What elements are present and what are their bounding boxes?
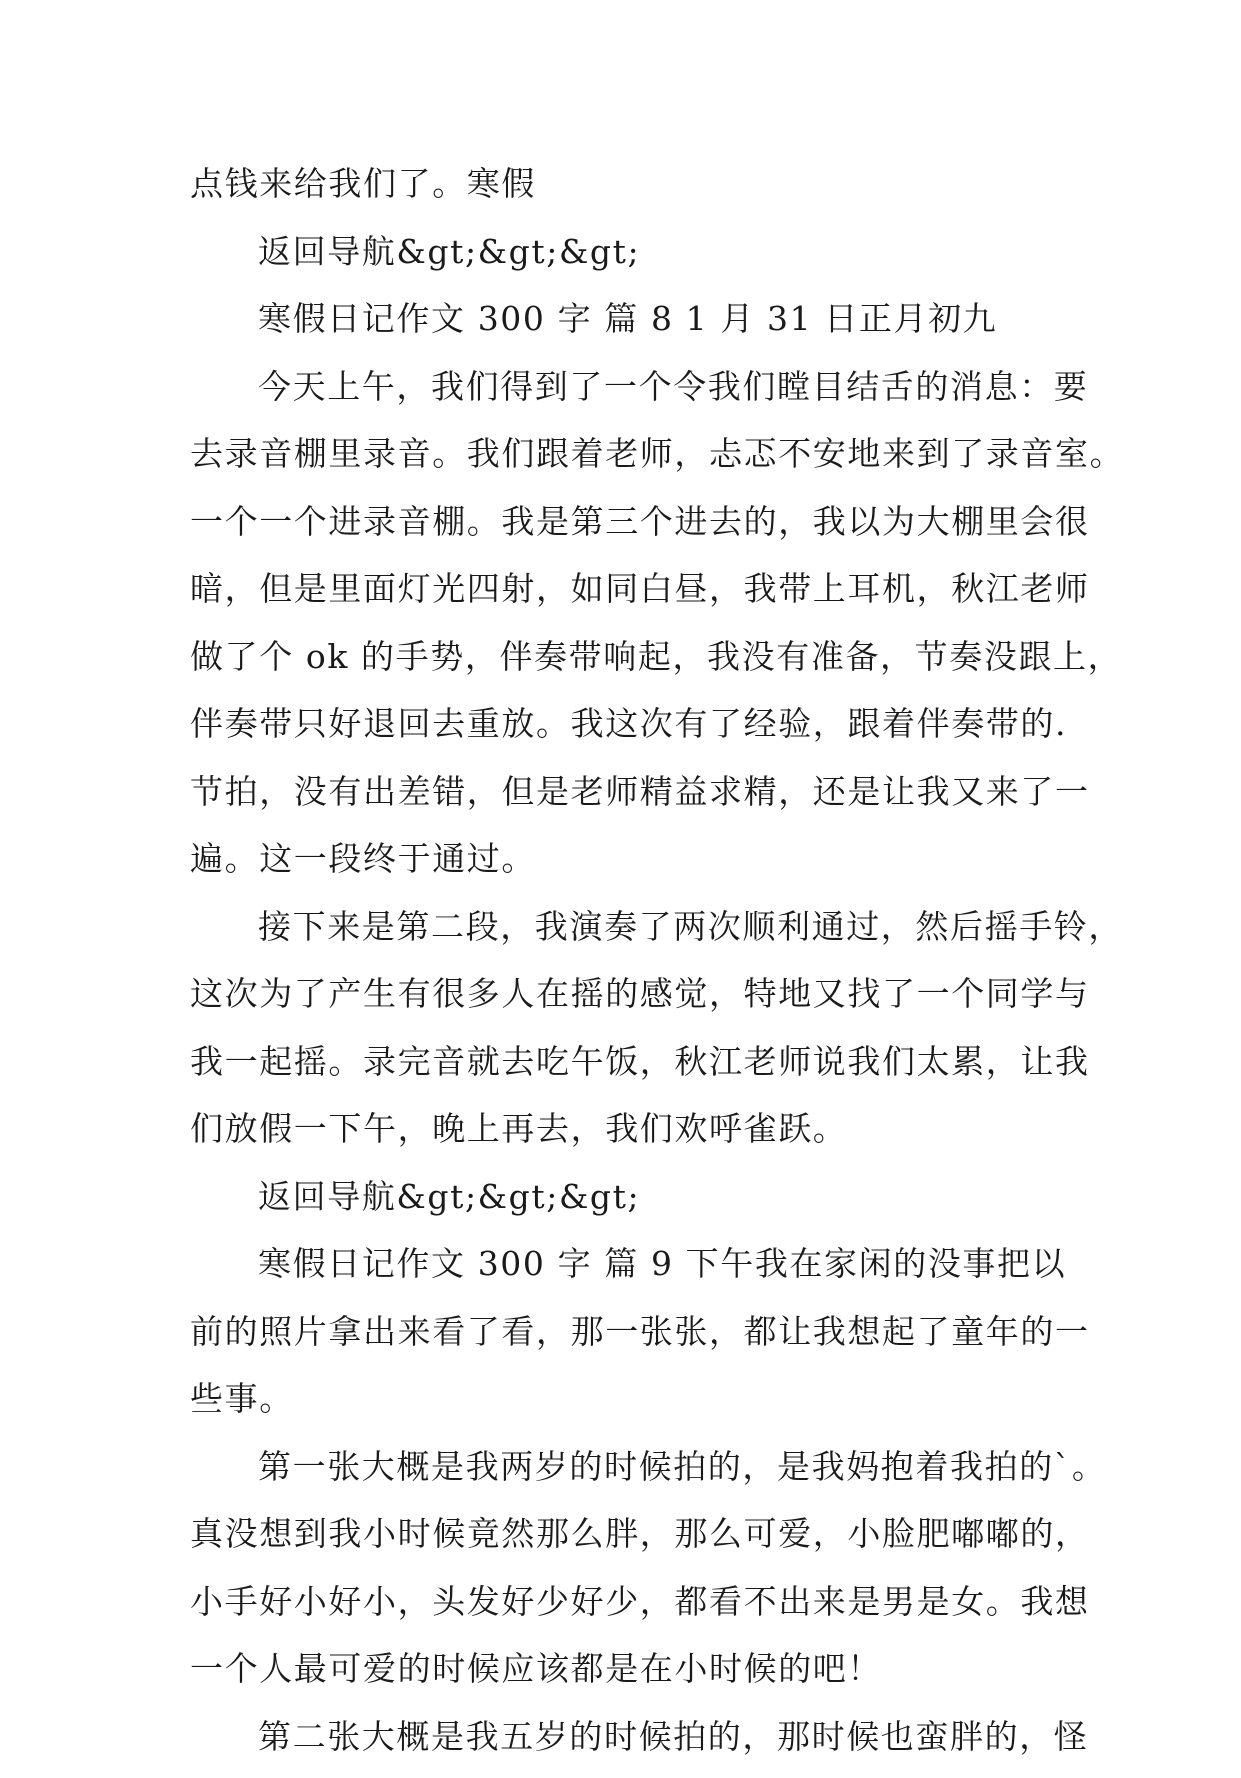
text-line: 第一张大概是我两岁的时候拍的，是我妈抱着我拍的`。	[190, 1441, 1070, 1509]
text-line: 我一起摇。录完音就去吃午饭，秋江老师说我们太累，让我	[190, 1036, 1070, 1104]
text-line: 返回导航&gt;&gt;&gt;	[190, 226, 1070, 294]
text-line: 今天上午，我们得到了一个令我们瞠目结舌的消息：要	[190, 361, 1070, 429]
text-line: 节拍，没有出差错，但是老师精益求精，还是让我又来了一	[190, 766, 1070, 834]
text-line: 一个人最可爱的时候应该都是在小时候的吧！	[190, 1643, 1070, 1711]
text-line: 返回导航&gt;&gt;&gt;	[190, 1171, 1070, 1239]
text-line: 们放假一下午，晚上再去，我们欢呼雀跃。	[190, 1103, 1070, 1171]
text-line: 真没想到我小时候竟然那么胖，那么可爱，小脸肥嘟嘟的，	[190, 1508, 1070, 1576]
text-line: 做了个 ok 的手势，伴奏带响起，我没有准备，节奏没跟上，	[190, 631, 1070, 699]
document-body	[190, 158, 1070, 1778]
text-line: 这次为了产生有很多人在摇的感觉，特地又找了一个同学与	[190, 968, 1070, 1036]
text-line: 寒假日记作文 300 字 篇 8 1 月 31 日正月初九	[190, 293, 1070, 361]
text-line: 伴奏带只好退回去重放。我这次有了经验，跟着伴奏带的.	[190, 698, 1070, 766]
text-line: 一个一个进录音棚。我是第三个进去的，我以为大棚里会很	[190, 496, 1070, 564]
text-line: 去录音棚里录音。我们跟着老师，忐忑不安地来到了录音室。	[190, 428, 1070, 496]
text-line: 点钱来给我们了。寒假	[190, 158, 1070, 226]
text-line: 第二张大概是我五岁的时候拍的，那时候也蛮胖的，怪	[190, 1711, 1070, 1778]
text-line: 前的照片拿出来看了看，那一张张，都让我想起了童年的一	[190, 1306, 1070, 1374]
text-line: 暗，但是里面灯光四射，如同白昼，我带上耳机，秋江老师	[190, 563, 1070, 631]
text-line: 接下来是第二段，我演奏了两次顺利通过，然后摇手铃，	[190, 901, 1070, 969]
text-line: 小手好小好小，头发好少好少，都看不出来是男是女。我想	[190, 1576, 1070, 1644]
text-line: 寒假日记作文 300 字 篇 9 下午我在家闲的没事把以	[190, 1238, 1070, 1306]
text-line: 些事。	[190, 1373, 1070, 1441]
text-line: 遍。这一段终于通过。	[190, 833, 1070, 901]
